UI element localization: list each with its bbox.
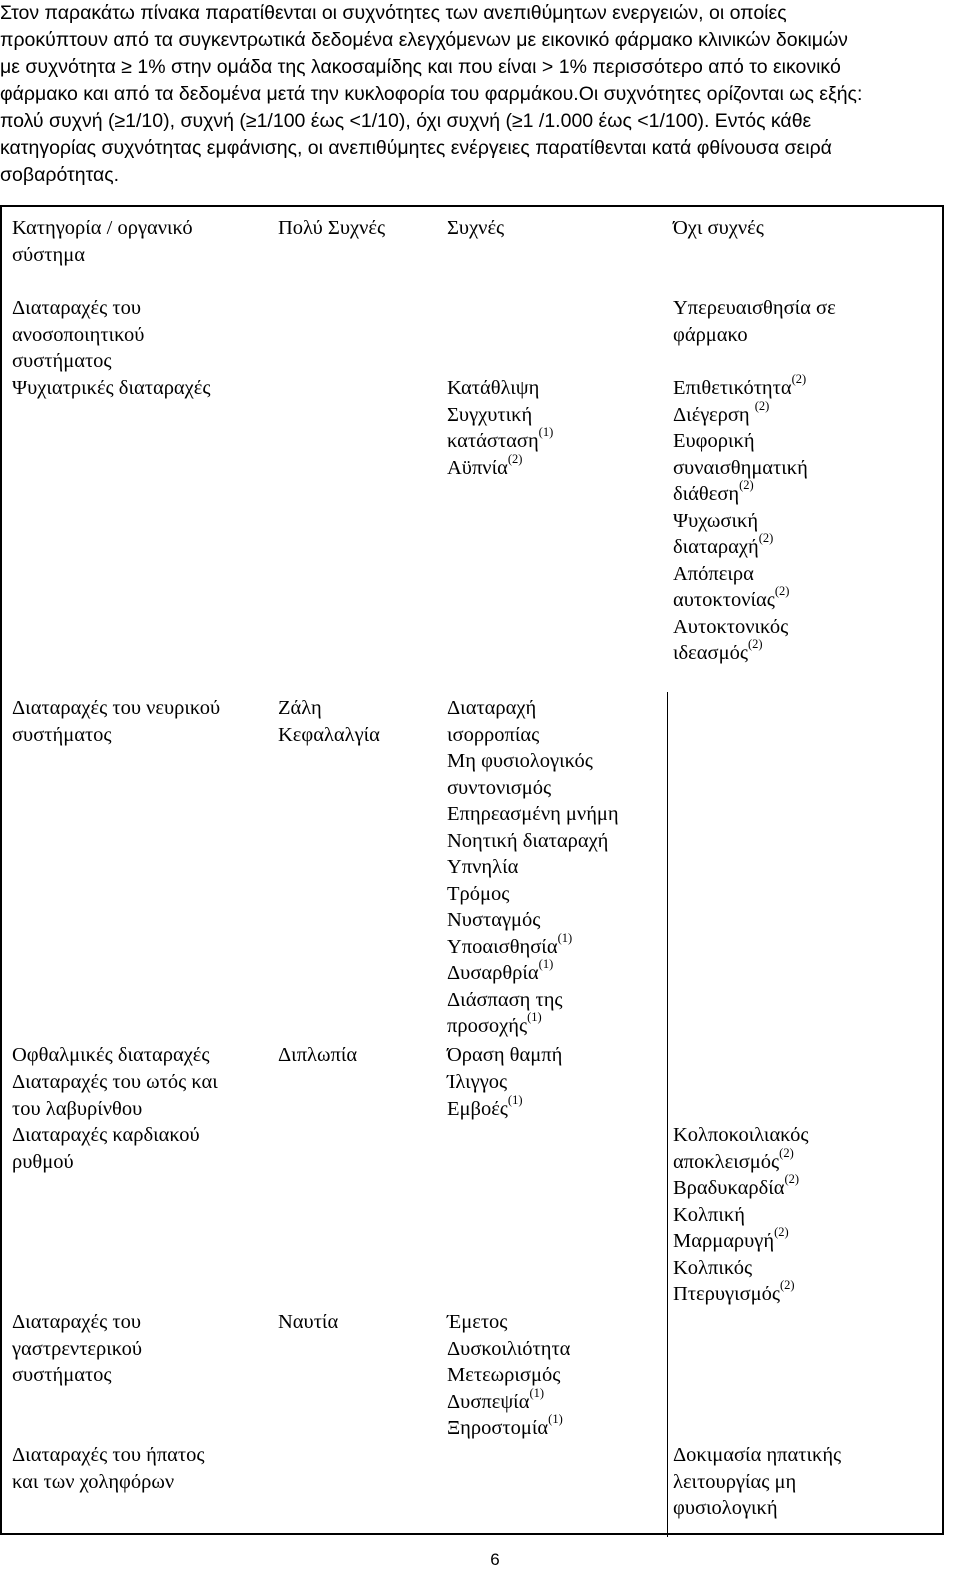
cell-text: Ψυχιατρικές διαταραχές <box>12 377 211 399</box>
cell-text: Ψυχωσική <box>673 509 759 532</box>
common-cell <box>447 375 667 481</box>
cell-line <box>447 748 667 775</box>
cell-text: Εμβοές <box>447 1097 508 1120</box>
cell-line <box>447 957 667 987</box>
cell-text: Διαταραχές του νευρικού <box>12 697 221 719</box>
cell-text: λειτουργίας μη <box>673 1470 797 1493</box>
cell-text: Έμετος <box>447 1311 508 1333</box>
header-category <box>12 215 267 268</box>
uncommon-cell <box>673 295 933 348</box>
cell-line <box>12 322 267 349</box>
cell-text: Μη φυσιολογικός <box>447 750 593 772</box>
cell-line <box>12 1469 267 1496</box>
cell-text: Αυτοκτονικός <box>673 615 789 638</box>
cell-text: Συγχυτική <box>447 403 533 426</box>
cell-line <box>278 722 438 749</box>
cell-text: Αϋπνία <box>447 456 508 479</box>
common-cell <box>447 1042 667 1069</box>
cell-line <box>278 695 438 722</box>
cell-text: Τρόμος <box>447 882 510 905</box>
cell-text: και των χοληφόρων <box>12 1470 175 1493</box>
footnote-marker: (1) <box>527 1010 542 1025</box>
cell-line <box>447 722 667 749</box>
cell-line <box>673 1202 933 1229</box>
cell-line <box>12 1069 267 1096</box>
footnote-marker: (2) <box>507 451 523 466</box>
cell-line <box>447 1412 667 1442</box>
footnote-marker: (2) <box>784 1172 800 1187</box>
cell-line <box>447 881 667 908</box>
cell-line <box>447 1042 667 1069</box>
cell-line <box>673 428 933 455</box>
cell-text: γαστρεντερικού <box>12 1337 143 1360</box>
cell-text: Διαταραχή <box>447 697 537 719</box>
column-divider <box>667 692 668 1537</box>
cell-text: ιδεασμός <box>673 642 748 664</box>
cell-text: Δυσαρθρία <box>447 962 539 984</box>
cell-text: φάρμακο <box>673 323 748 346</box>
cell-line <box>673 584 933 614</box>
cell-line <box>447 930 667 961</box>
intro-line: φάρμακο και από τα δεδομένα μετά την κυκλοφορία του φαρμάκου.Οι συχνότητες ορίζονται ως εξής: <box>0 83 863 105</box>
cell-text: του λαβυρίνθου <box>12 1097 143 1120</box>
footnote-marker: (1) <box>538 957 554 972</box>
cell-line <box>447 801 667 828</box>
category-cell <box>12 695 267 748</box>
cell-line <box>447 1069 667 1096</box>
adverse-reactions-table <box>0 205 944 1535</box>
cell-line <box>447 854 667 881</box>
cell-line <box>673 1469 933 1496</box>
cell-text: φυσιολογική <box>673 1497 778 1519</box>
cell-line <box>12 695 267 722</box>
cell-text: ρυθμού <box>12 1150 74 1173</box>
cell-line <box>673 508 933 535</box>
cell-text: ανοσοποιητικού <box>12 323 145 346</box>
page-number: 6 <box>490 1550 500 1569</box>
intro-line: κατηγορίας συχνότητας εμφάνισης, οι ανεπιθύμητες ενέργειες παρατίθενται κατά φθίνουσα σειρά <box>0 137 832 159</box>
cell-text: Διέγερση <box>673 403 755 426</box>
intro-paragraph <box>0 0 944 189</box>
very-common-cell <box>278 1309 438 1336</box>
cell-text: Όραση θαμπή <box>447 1044 563 1066</box>
cell-text: συστήματος <box>12 1364 112 1386</box>
cell-line <box>673 637 933 667</box>
cell-line <box>12 1442 267 1469</box>
cell-line <box>673 295 933 322</box>
footnote-marker: (2) <box>739 478 754 493</box>
cell-text: Νυσταγμός <box>447 909 541 931</box>
cell-line <box>673 1255 933 1282</box>
cell-line <box>447 1309 667 1336</box>
cell-text: Ναυτία <box>278 1311 339 1333</box>
cell-line <box>12 1309 267 1336</box>
cell-text: Μαρμαρυγή <box>673 1230 775 1252</box>
category-cell <box>12 1042 267 1069</box>
cell-text: Επηρεασμένη μνήμη <box>447 803 619 825</box>
header-category-line: Κατηγορία / οργανικό <box>12 217 193 239</box>
very-common-cell <box>278 1042 438 1069</box>
cell-line <box>12 1362 267 1389</box>
common-cell <box>447 695 667 1040</box>
very-common-cell <box>278 695 438 748</box>
cell-text: Διαταραχές του <box>12 297 141 319</box>
cell-text: Νοητική διαταραχή <box>447 829 609 852</box>
header-very-common: Πολύ Συχνές <box>278 217 386 239</box>
category-cell <box>12 1309 267 1389</box>
header-common: Συχνές <box>447 217 505 239</box>
cell-text: Διάσπαση της <box>447 988 563 1011</box>
cell-text: Υποαισθησία <box>447 935 558 958</box>
cell-text: συντονισμός <box>447 776 552 799</box>
category-cell <box>12 1442 267 1495</box>
cell-text: Κολποκοιλιακός <box>673 1124 809 1146</box>
cell-line <box>12 1122 267 1149</box>
cell-text: Δυσπεψία <box>447 1390 530 1413</box>
cell-line <box>447 775 667 802</box>
cell-text: Υπνηλία <box>447 856 519 878</box>
cell-text: Μετεωρισμός <box>447 1364 561 1386</box>
cell-line <box>673 561 933 588</box>
cell-line <box>673 372 933 402</box>
cell-line <box>447 695 667 722</box>
cell-line <box>673 478 933 508</box>
uncommon-cell <box>673 372 933 667</box>
cell-line <box>447 425 667 455</box>
cell-line <box>12 1096 267 1123</box>
cell-line <box>12 1336 267 1363</box>
cell-text: διαταραχή <box>673 536 759 558</box>
cell-text: συναισθηματική <box>673 456 808 479</box>
cell-line <box>12 375 267 402</box>
intro-line: με συχνότητα ≥ 1% στην ομάδα της λακοσαμίδης και που είναι > 1% περισσότερο από το εικονικό <box>0 56 841 78</box>
uncommon-cell <box>673 1442 933 1522</box>
cell-line <box>673 531 933 561</box>
uncommon-cell <box>673 1122 933 1308</box>
cell-text: Κολπικός <box>673 1256 753 1279</box>
intro-text <box>0 0 944 189</box>
category-cell <box>12 295 267 375</box>
cell-line <box>673 614 933 641</box>
intro-line: Στον παρακάτω πίνακα παρατίθενται οι συχνότητες των ανεπιθύμητων ενεργειών, οι οποίες <box>0 2 787 24</box>
cell-line <box>278 1309 438 1336</box>
cell-line <box>673 455 933 482</box>
cell-text: Ξηροστομία <box>447 1417 549 1439</box>
cell-line <box>673 1278 933 1308</box>
cell-line <box>447 1362 667 1389</box>
cell-line <box>12 1149 267 1176</box>
intro-line: σοβαρότητας. <box>0 164 120 186</box>
cell-line <box>12 295 267 322</box>
cell-line <box>673 1145 933 1176</box>
cell-line <box>447 1010 667 1040</box>
footnote-marker: (2) <box>758 531 774 546</box>
cell-text: συστήματος <box>12 723 112 746</box>
cell-line <box>12 722 267 749</box>
cell-line <box>447 375 667 402</box>
cell-text: Βραδυκαρδία <box>673 1177 785 1199</box>
category-cell <box>12 375 267 402</box>
cell-text: Διαταραχές του ωτός και <box>12 1071 218 1093</box>
footnote-marker: (1) <box>538 425 554 440</box>
footnote-marker: (1) <box>507 1092 523 1107</box>
footnote-marker: (2) <box>774 584 790 599</box>
cell-text: διάθεση <box>673 483 740 505</box>
footnote-marker: (2) <box>774 1225 789 1240</box>
common-cell <box>447 1069 667 1122</box>
cell-text: Υπερευαισθησία σε <box>673 297 836 319</box>
category-cell <box>12 1122 267 1175</box>
cell-text: κατάσταση <box>447 430 539 452</box>
footnote-marker: (2) <box>780 1278 795 1293</box>
cell-text: Διπλωπία <box>278 1044 358 1066</box>
cell-line <box>12 1042 267 1069</box>
cell-line <box>278 1042 438 1069</box>
intro-line: πολύ συχνή (≥1/10), συχνή (≥1/100 έως <1/10), όχι συχνή (≥1 /1.000 έως <1/100). Εντός κάθε <box>0 110 812 132</box>
cell-line <box>12 348 267 375</box>
footnote-marker: (2) <box>754 398 770 413</box>
cell-text: Διαταραχές του <box>12 1311 141 1333</box>
cell-line <box>447 451 667 482</box>
cell-text: Επιθετικότητα <box>673 377 792 399</box>
cell-line <box>673 1495 933 1522</box>
cell-text: προσοχής <box>447 1015 528 1037</box>
cell-text: Ευφορική <box>673 430 755 452</box>
cell-text: Ίλιγγος <box>447 1071 508 1093</box>
cell-line <box>673 1225 933 1255</box>
cell-text: Απόπειρα <box>673 562 754 585</box>
cell-line <box>447 1336 667 1363</box>
footnote-marker: (1) <box>548 1412 563 1427</box>
cell-text: Κολπική <box>673 1203 745 1226</box>
cell-line <box>673 1172 933 1202</box>
cell-line <box>447 828 667 855</box>
cell-text: Οφθαλμικές διαταραχές <box>12 1044 210 1066</box>
header-uncommon: Όχι συχνές <box>673 217 764 239</box>
cell-text: Κεφαλαλγία <box>278 723 380 746</box>
cell-line <box>673 322 933 349</box>
cell-text: Πτερυγισμός <box>673 1283 781 1305</box>
cell-text: Ζάλη <box>278 697 322 719</box>
cell-line <box>673 1122 933 1149</box>
cell-line <box>673 398 933 429</box>
intro-line: προκύπτουν από τα συγκεντρωτικά δεδομένα ελεγχόμενων με εικονικό φάρμακο κλινικών δοκιμών <box>0 29 848 51</box>
cell-line <box>673 1442 933 1469</box>
cell-line <box>447 907 667 934</box>
cell-text: Κατάθλιψη <box>447 377 540 399</box>
footnote-marker: (1) <box>529 1385 545 1400</box>
cell-text: Διαταραχές του ήπατος <box>12 1444 205 1466</box>
footnote-marker: (2) <box>779 1145 794 1160</box>
footnote-marker: (2) <box>791 372 807 387</box>
common-cell <box>447 1309 667 1442</box>
footnote-marker: (2) <box>747 637 763 652</box>
cell-text: συστήματος <box>12 350 112 372</box>
cell-text: Διαταραχές καρδιακού <box>12 1124 200 1146</box>
footnote-marker: (1) <box>557 930 573 945</box>
cell-text: αυτοκτονίας <box>673 589 775 611</box>
cell-text: Δυσκοιλιότητα <box>447 1337 571 1360</box>
cell-line <box>447 987 667 1014</box>
cell-line <box>447 402 667 429</box>
header-category-line: σύστημα <box>12 243 85 266</box>
cell-line <box>447 1092 667 1123</box>
cell-text: Δοκιμασία ηπατικής <box>673 1444 842 1466</box>
cell-text: αποκλεισμός <box>673 1150 780 1173</box>
category-cell <box>12 1069 267 1122</box>
cell-text: ισορροπίας <box>447 723 540 746</box>
